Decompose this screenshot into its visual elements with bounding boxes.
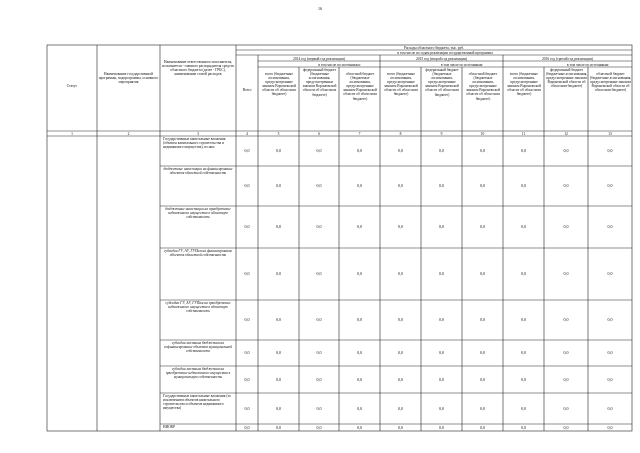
cell-value: 0,0 [244,424,250,430]
row-label: НИОКР [163,425,176,429]
cell-value: 0,0 [439,376,444,382]
cell-value: 0,0 [316,317,322,322]
cell-value: 0,0 [563,183,569,188]
cell-value: 0,0 [316,405,322,411]
cell-value: 0,0 [316,148,322,153]
col-number-3: 3 [197,131,199,136]
cell-value: 0,0 [398,224,403,229]
cell-value: 0,0 [439,424,444,430]
header-year-2014: 2014 год (первый год реализации) [293,56,345,61]
cell-value: 0,0 [521,148,526,153]
header-total-2014: всего (бюджетные ассигнования, предусмотренные законом Воронежской области об областном бюджете) [262,72,296,97]
cell-value: 0,0 [244,271,250,276]
col-number-2: 2 [127,131,130,136]
cell-value: 0,0 [439,405,444,411]
cell-value: 0,0 [563,350,569,355]
cell-value: 0,0 [398,271,403,276]
header-by-source-2016: в том числе по источникам: [566,62,610,67]
cell-value: 0,0 [521,350,526,355]
cell-value: 0,0 [521,224,526,229]
cell-value: 0,0 [563,405,569,411]
cell-value: 0,0 [607,350,613,355]
cell-value: 0,0 [563,224,569,229]
cell-value: 0,0 [276,317,281,322]
cell-value: 0,0 [480,350,485,355]
cell-value: 0,0 [244,224,250,229]
cell-value: 0,0 [276,183,281,188]
cell-value: 0,0 [563,424,569,430]
row-label: субсидии ГУ, АУ, ГУПам на финансирование объектов областной собственности [163,249,233,258]
cell-value: 0,0 [244,148,250,153]
cell-value: 0,0 [439,224,444,229]
cell-value: 0,0 [521,376,526,382]
cell-value: 0,0 [521,405,526,411]
cell-value: 0,0 [357,183,362,188]
cell-value: 0,0 [439,148,444,153]
col-number-7: 7 [358,131,361,136]
cell-value: 0,0 [439,271,444,276]
header-by-source-2015: в том числе по источникам: [440,62,484,67]
cell-value: 0,0 [316,350,322,355]
cell-value: 0,0 [607,224,613,229]
row-label: субсидии ГУ, АУ, ГУПам на приобретение недвижимого имущества в областную собственность [165,301,231,314]
header-federal-2014: федеральный бюджет (бюджетные ассигнования, предусмотренные законом Воронежской области об областном бюджете) [302,68,337,97]
cell-value: 0,0 [607,405,613,411]
cell-value: 0,0 [480,224,485,229]
cell-value: 0,0 [521,183,526,188]
cell-value: 0,0 [357,271,362,276]
cell-value: 0,0 [480,148,485,153]
header-total: Всего [242,88,252,92]
header-regional-2015: областной бюджет (бюджетные ассигнования, предусмотренные законом Воронежской области об областном бюджете) [466,72,500,101]
cell-value: 0,0 [398,148,403,153]
cell-value: 0,0 [357,350,362,355]
row-label: Государственные капитальные вложения (за исключением объектов капитального строительства и объектов недвижимого имущества) [163,394,231,411]
cell-value: 0,0 [480,405,485,411]
cell-value: 0,0 [521,424,526,430]
cell-value: 0,0 [398,350,403,355]
row-label: Государственные капитальные вложения (объекты капитального строительства и недвижимого имущества), из них: [163,137,226,150]
cell-value: 0,0 [276,405,281,411]
cell-value: 0,0 [276,424,281,430]
header-regional-2014: областной бюджет (бюджетные ассигнования, предусмотренные законом Воронежской области об областном бюджете) [343,72,377,101]
cell-value: 0,0 [398,317,403,322]
row-label: бюджетные инвестиции на финансирование объектов областной собственности [163,167,233,176]
cell-value: 0,0 [276,271,281,276]
col-number-9: 9 [440,131,443,136]
cell-value: 0,0 [316,271,322,276]
cell-value: 0,0 [244,317,250,322]
header-performer: Наименование ответственного исполнителя, исполнителя - главного распорядителя средств областного бюджета (далее - ГРБС), наименование статей расходов [162,60,234,77]
cell-value: 0,0 [357,317,362,322]
cell-value: 0,0 [357,224,362,229]
cell-value: 0,0 [244,376,250,382]
cell-value: 0,0 [398,376,403,382]
cell-value: 0,0 [398,424,403,430]
cell-value: 0,0 [563,376,569,382]
cell-value: 0,0 [276,350,281,355]
col-number-5: 5 [277,131,280,136]
cell-value: 0,0 [439,183,444,188]
col-number-12: 12 [564,131,568,136]
cell-value: 0,0 [316,424,322,430]
header-total-2016: всего (бюджетные ассигнования, предусмотренные законом Воронежской области об областном бюджете) [507,72,541,97]
cell-value: 0,0 [607,424,613,430]
col-number-8: 8 [399,131,402,136]
header-years-subtitle: в том числе по годам реализации государственной программы [397,50,493,55]
header-status: Статус [66,84,78,88]
header-federal-2016: федеральный бюджет (бюджетные ассигнования, предусмотренные законом Воронежской области об областном бюджете) [545,68,588,89]
cell-value: 0,0 [357,405,362,411]
cell-value: 0,0 [398,405,403,411]
cell-value: 0,0 [480,424,485,430]
header-regional-2016: областной бюджет (бюджетные ассигнования, предусмотренные законом Воронежской области об областном бюджете) [589,72,632,93]
row-label: бюджетные инвестиции на приобретение недвижимого имущества в областную собственность [165,207,231,220]
cell-value: 0,0 [480,376,485,382]
cell-value: 0,0 [357,148,362,153]
cell-value: 0,0 [521,271,526,276]
cell-value: 0,0 [607,271,613,276]
col-number-4: 4 [246,131,248,136]
cell-value: 0,0 [607,317,613,322]
cell-value: 0,0 [276,224,281,229]
header-federal-2015: федеральный бюджет (бюджетные ассигнования, предусмотренные законом Воронежской области об областном бюджете) [425,68,459,97]
header-by-source-2014: в том числе по источникам: [318,62,361,67]
cell-value: 0,0 [316,183,322,188]
cell-value: 0,0 [244,350,250,355]
cell-value: 0,0 [316,224,322,229]
col-number-11: 11 [521,131,526,136]
header-expenses-title: Расходы областного бюджета, тыс. руб. [403,45,465,50]
cell-value: 0,0 [439,350,444,355]
cell-value: 0,0 [521,317,526,322]
cell-value: 0,0 [563,317,569,322]
cell-value: 0,0 [607,148,613,153]
cell-value: 0,0 [607,376,613,382]
cell-value: 0,0 [276,376,281,382]
cell-value: 0,0 [276,148,281,153]
header-program-name: Наименование государственной программы, подпрограммы, основного мероприятия [98,72,159,85]
row-label: субсидии местным бюджетам на приобретение недвижимого имущества в муниципальную собственность [165,367,231,380]
cell-value: 0,0 [563,148,569,153]
cell-value: 0,0 [439,317,444,322]
cell-value: 0,0 [607,183,613,188]
header-year-2015: 2015 год (второй год реализации) [416,56,467,61]
cell-value: 0,0 [244,405,250,411]
cell-value: 0,0 [563,271,569,276]
page-number: 16 [318,6,322,11]
col-number-13: 13 [608,131,612,136]
col-number-6: 6 [318,131,320,136]
header-year-2016: 2016 год (третий год реализации) [542,56,593,61]
row-label: субсидии местным бюджетам на софинансирование объектов муниципальной собственности [163,341,233,354]
header-total-2015: всего (бюджетные ассигнования, предусмотренные законом Воронежской области об областном бюджете) [384,72,418,97]
cell-value: 0,0 [244,183,250,188]
cell-value: 0,0 [316,376,322,382]
col-number-1: 1 [71,131,73,136]
cell-value: 0,0 [357,376,362,382]
col-number-10: 10 [480,131,485,136]
cell-value: 0,0 [357,424,362,430]
cell-value: 0,0 [480,183,485,188]
cell-value: 0,0 [480,317,485,322]
cell-value: 0,0 [398,183,403,188]
cell-value: 0,0 [480,271,485,276]
